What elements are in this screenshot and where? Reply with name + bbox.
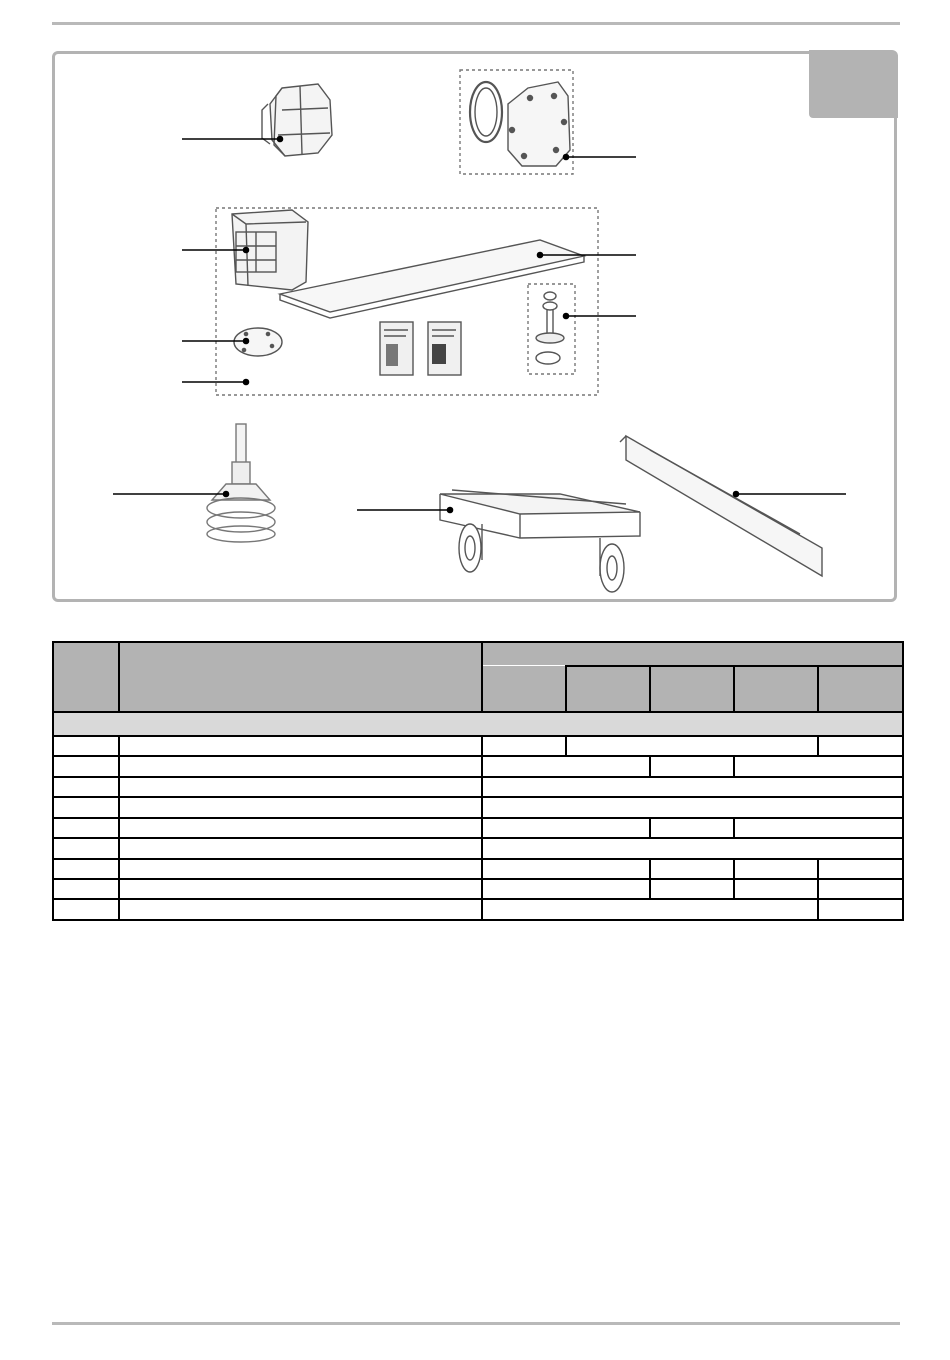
round-plate-part — [234, 328, 282, 356]
part-description-cell — [119, 756, 482, 776]
manual-booklets — [380, 322, 461, 375]
valve-fitting-part — [207, 424, 275, 542]
part-description-cell — [119, 879, 482, 899]
part-description-cell — [119, 736, 482, 756]
part-code-cell — [53, 899, 119, 920]
part-code-cell — [53, 736, 119, 756]
description-column-header — [119, 642, 482, 712]
trolley-part — [440, 490, 640, 592]
model-value-cell — [650, 818, 734, 838]
model-value-cell — [818, 899, 903, 920]
part-code-cell — [53, 859, 119, 879]
table-row — [53, 859, 903, 879]
model-value-cell — [818, 879, 903, 899]
model-value-cell — [818, 859, 903, 879]
part-code-cell — [53, 818, 119, 838]
model-value-cell — [482, 879, 650, 899]
model-value-cell — [734, 818, 903, 838]
code-column-header — [53, 642, 119, 712]
model-value-cell — [482, 736, 566, 756]
plug-part — [262, 84, 332, 156]
rail-part — [620, 436, 822, 576]
part-description-cell — [119, 859, 482, 879]
part-description-cell — [119, 777, 482, 797]
model-value-cell — [650, 859, 734, 879]
model-value-cell — [566, 736, 818, 756]
model-value-cell — [734, 859, 818, 879]
footer-rule — [52, 1322, 900, 1325]
model-column-header — [566, 666, 650, 712]
model-value-cell — [734, 879, 818, 899]
parts-illustration — [0, 0, 950, 610]
gasket-flange-part — [460, 70, 573, 174]
table-row — [53, 879, 903, 899]
model-value-cell — [482, 797, 903, 817]
bolt-kit-part — [528, 284, 575, 374]
model-group-header — [482, 642, 903, 666]
model-value-cell — [650, 879, 734, 899]
model-column-header — [734, 666, 818, 712]
part-code-cell — [53, 777, 119, 797]
part-code-cell — [53, 756, 119, 776]
table-row — [53, 797, 903, 817]
table-row — [53, 899, 903, 920]
model-value-cell — [482, 777, 903, 797]
table-row — [53, 818, 903, 838]
model-column-header — [818, 666, 903, 712]
part-description-cell — [119, 797, 482, 817]
model-value-cell — [818, 736, 903, 756]
part-code-cell — [53, 879, 119, 899]
model-column-header — [650, 666, 734, 712]
part-description-cell — [119, 838, 482, 858]
model-value-cell — [482, 756, 650, 776]
model-value-cell — [482, 859, 650, 879]
part-code-cell — [53, 797, 119, 817]
part-description-cell — [119, 818, 482, 838]
model-value-cell — [482, 899, 818, 920]
model-value-cell — [650, 756, 734, 776]
shelf-board-part — [280, 240, 584, 318]
table-row — [53, 736, 903, 756]
section-label — [53, 712, 903, 736]
table-row — [53, 756, 903, 776]
leader-lines — [113, 137, 846, 513]
parts-table — [52, 641, 904, 921]
model-value-cell — [482, 818, 650, 838]
model-value-cell — [734, 756, 903, 776]
part-code-cell — [53, 838, 119, 858]
table-row — [53, 838, 903, 858]
part-description-cell — [119, 899, 482, 920]
table-row — [53, 777, 903, 797]
model-value-cell — [482, 838, 903, 858]
model-column-header — [482, 666, 566, 712]
